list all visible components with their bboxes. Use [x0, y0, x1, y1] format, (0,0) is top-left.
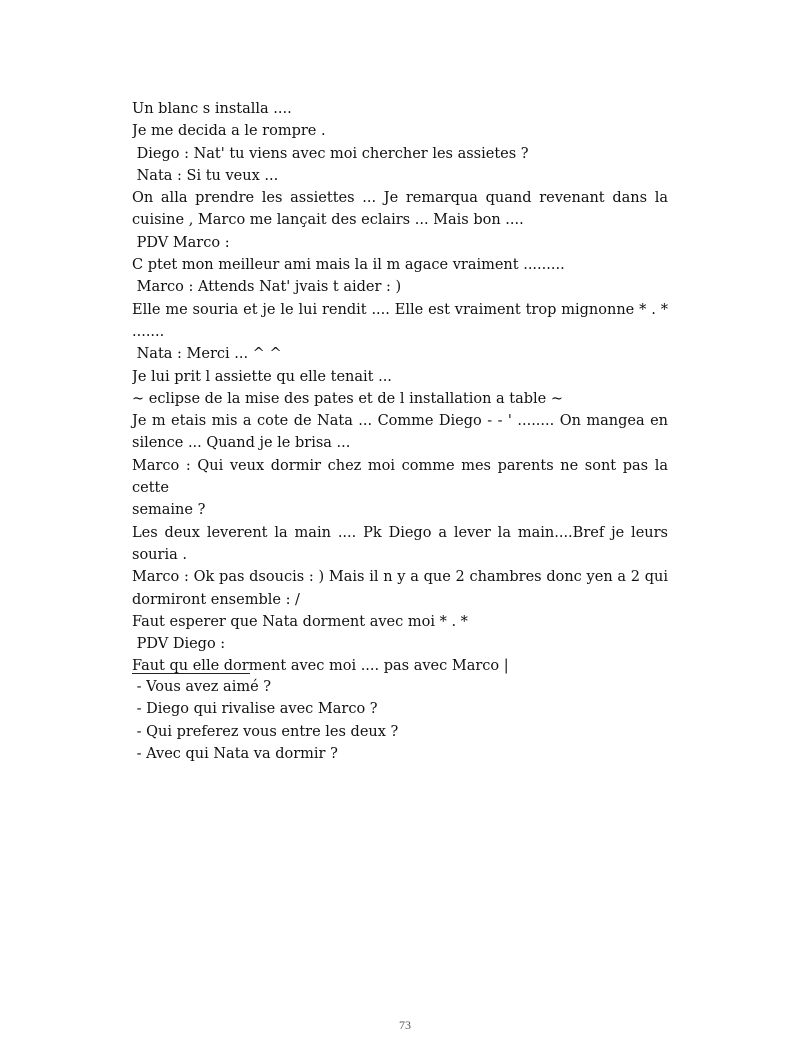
story-line: Je me decida a le rompre .	[132, 123, 326, 140]
story-line: ~ eclipse de la mise des pates et de l installation a table ~	[132, 390, 563, 407]
dialogue-line: Nata : Merci ... ^ ^	[132, 346, 282, 363]
story-line: silence ... Quand je le brisa ...	[132, 435, 351, 452]
story-line: Faut qu elle dorment avec moi .... pas avec Marco |	[132, 658, 509, 675]
story-line: Je lui prit l assiette qu elle tenait ...	[132, 368, 392, 385]
story-line: Je m etais mis a cote de Nata ... Comme Diego - - ' ........ On mangea en	[132, 413, 668, 430]
question-item: - Vous avez aimé ?	[132, 679, 272, 695]
pov-heading: PDV Marco :	[132, 234, 230, 251]
dialogue-line: Diego : Nat' tu viens avec moi chercher les assietes ?	[132, 145, 529, 162]
dialogue-line: Marco : Attends Nat' jvais t aider : )	[132, 279, 402, 296]
story-line: cuisine , Marco me lançait des eclairs ... Mais bon ....	[132, 212, 524, 229]
reader-questions	[132, 676, 532, 765]
page-number: 73	[399, 1018, 411, 1032]
story-line: C ptet mon meilleur ami mais la il m agace vraiment .........	[132, 257, 565, 274]
story-line: Les deux leverent la main .... Pk Diego a lever la main....Bref je leurs	[132, 524, 668, 541]
dialogue-line: Nata : Si tu veux ...	[132, 167, 279, 184]
story-line: .......	[132, 323, 165, 340]
question-item: - Avec qui Nata va dormir ?	[132, 745, 338, 762]
dialogue-line: semaine ?	[132, 502, 206, 519]
story-line: Elle me souria et je le lui rendit .... Elle est vraiment trop mignonne * . *	[132, 301, 668, 318]
story-line: On alla prendre les assiettes ... Je remarqua quand revenant dans la	[132, 190, 668, 207]
story-line: Faut esperer que Nata dorment avec moi * . *	[132, 613, 468, 630]
story-line: Un blanc s installa ....	[132, 101, 292, 117]
story-line: souria .	[132, 546, 187, 563]
dialogue-line: Marco : Qui veux dormir chez moi comme mes parents ne sont pas la cette	[132, 457, 668, 497]
question-item: - Qui preferez vous entre les deux ?	[132, 723, 399, 740]
section-divider	[132, 673, 250, 674]
question-item: - Diego qui rivalise avec Marco ?	[132, 701, 378, 718]
dialogue-line: Marco : Ok pas dsoucis : ) Mais il n y a que 2 chambres donc yen a 2 qui	[132, 569, 668, 586]
pov-heading: PDV Diego :	[132, 636, 226, 653]
dialogue-line: dormiront ensemble : /	[132, 591, 300, 608]
story-text	[132, 98, 668, 678]
